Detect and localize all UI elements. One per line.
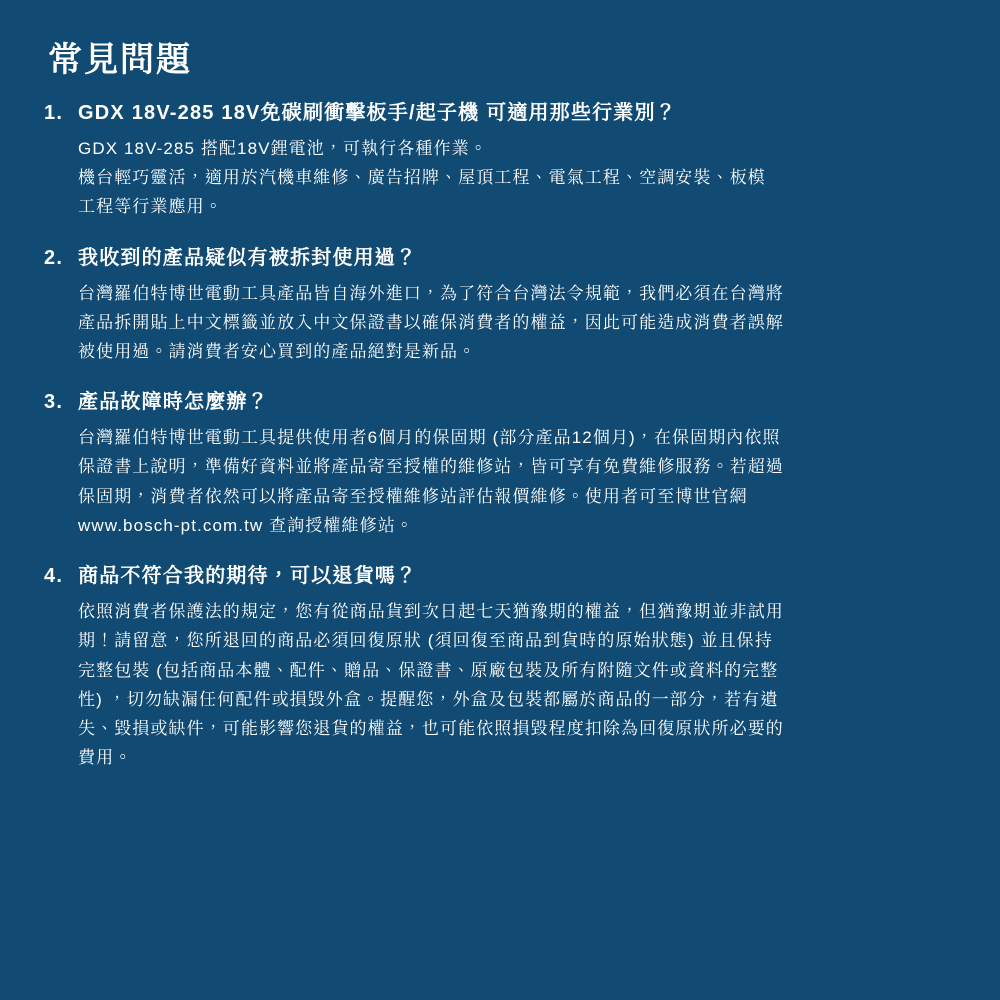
faq-item [44, 562, 952, 772]
page-title: 常見問題 [48, 41, 192, 79]
faq-answer-line: 保固期，消費者依然可以將產品寄至授權維修站評估報價維修。使用者可至博世官網 [78, 486, 748, 506]
faq-question-text: 產品故障時怎麼辦？ [78, 391, 269, 414]
faq-question-text: GDX 18V-285 18V免碳刷衝擊板手/起子機 可適用那些行業別？ [78, 101, 677, 124]
faq-answer-line: 失、毀損或缺件，可能影響您退貨的權益，也可能依照損毀程度扣除為回復原狀所必要的 [78, 719, 784, 739]
faq-question [44, 562, 952, 591]
faq-number: 1. [44, 101, 64, 124]
faq-question [44, 244, 952, 273]
faq-item [44, 388, 952, 540]
faq-answer-line: 台灣羅伯特博世電動工具產品皆自海外進口，為了符合台灣法令規範，我們必須在台灣將 [78, 283, 784, 303]
faq-answer-line: 機台輕巧靈活，適用於汽機車維修、廣告招牌、屋頂工程、電氣工程、空調安裝、板模 [78, 168, 766, 188]
faq-answer [78, 279, 952, 367]
faq-answer [78, 423, 952, 540]
faq-item [44, 99, 952, 222]
faq-question-text: 商品不符合我的期待，可以退貨嗎？ [78, 565, 418, 588]
faq-list [44, 99, 952, 773]
faq-answer-line: 被使用過。請消費者安心買到的產品絕對是新品。 [78, 341, 477, 361]
faq-answer-line: 性) ，切勿缺漏任何配件或損毀外盒。提醒您，外盒及包裝都屬於商品的一部分，若有遺 [78, 689, 779, 709]
faq-number: 4. [44, 565, 64, 588]
faq-item [44, 244, 952, 367]
faq-answer-line: 費用。 [78, 748, 133, 768]
faq-number: 3. [44, 391, 64, 414]
faq-answer-line: 期！請留意，您所退回的商品必須回復原狀 (須回復至商品到貨時的原始狀態) 並且保持 [78, 631, 773, 651]
faq-answer [78, 134, 952, 222]
faq-question [44, 388, 952, 417]
faq-answer-line: 保證書上說明，準備好資料並將產品寄至授權的維修站，皆可享有免費維修服務。若超過 [78, 457, 784, 477]
faq-answer-line: 工程等行業應用。 [78, 197, 223, 217]
faq-answer [78, 597, 952, 772]
faq-question [44, 99, 952, 128]
faq-answer-line: www.bosch-pt.com.tw 查詢授權維修站。 [78, 515, 414, 535]
faq-answer-line: 台灣羅伯特博世電動工具提供使用者6個月的保固期 (部分產品12個月)，在保固期內依照 [78, 428, 781, 448]
faq-answer-line: 產品拆開貼上中文標籤並放入中文保證書以確保消費者的權益，因此可能造成消費者誤解 [78, 312, 784, 332]
faq-answer-line: GDX 18V-285 搭配18V鋰電池，可執行各種作業。 [78, 138, 488, 158]
faq-answer-line: 完整包裝 (包括商品本體、配件、贈品、保證書、原廠包裝及所有附隨文件或資料的完整 [78, 660, 779, 680]
faq-number: 2. [44, 246, 64, 269]
faq-question-text: 我收到的產品疑似有被拆封使用過？ [78, 246, 418, 269]
faq-answer-line: 依照消費者保護法的規定，您有從商品貨到次日起七天猶豫期的權益，但猶豫期並非試用 [78, 602, 784, 622]
